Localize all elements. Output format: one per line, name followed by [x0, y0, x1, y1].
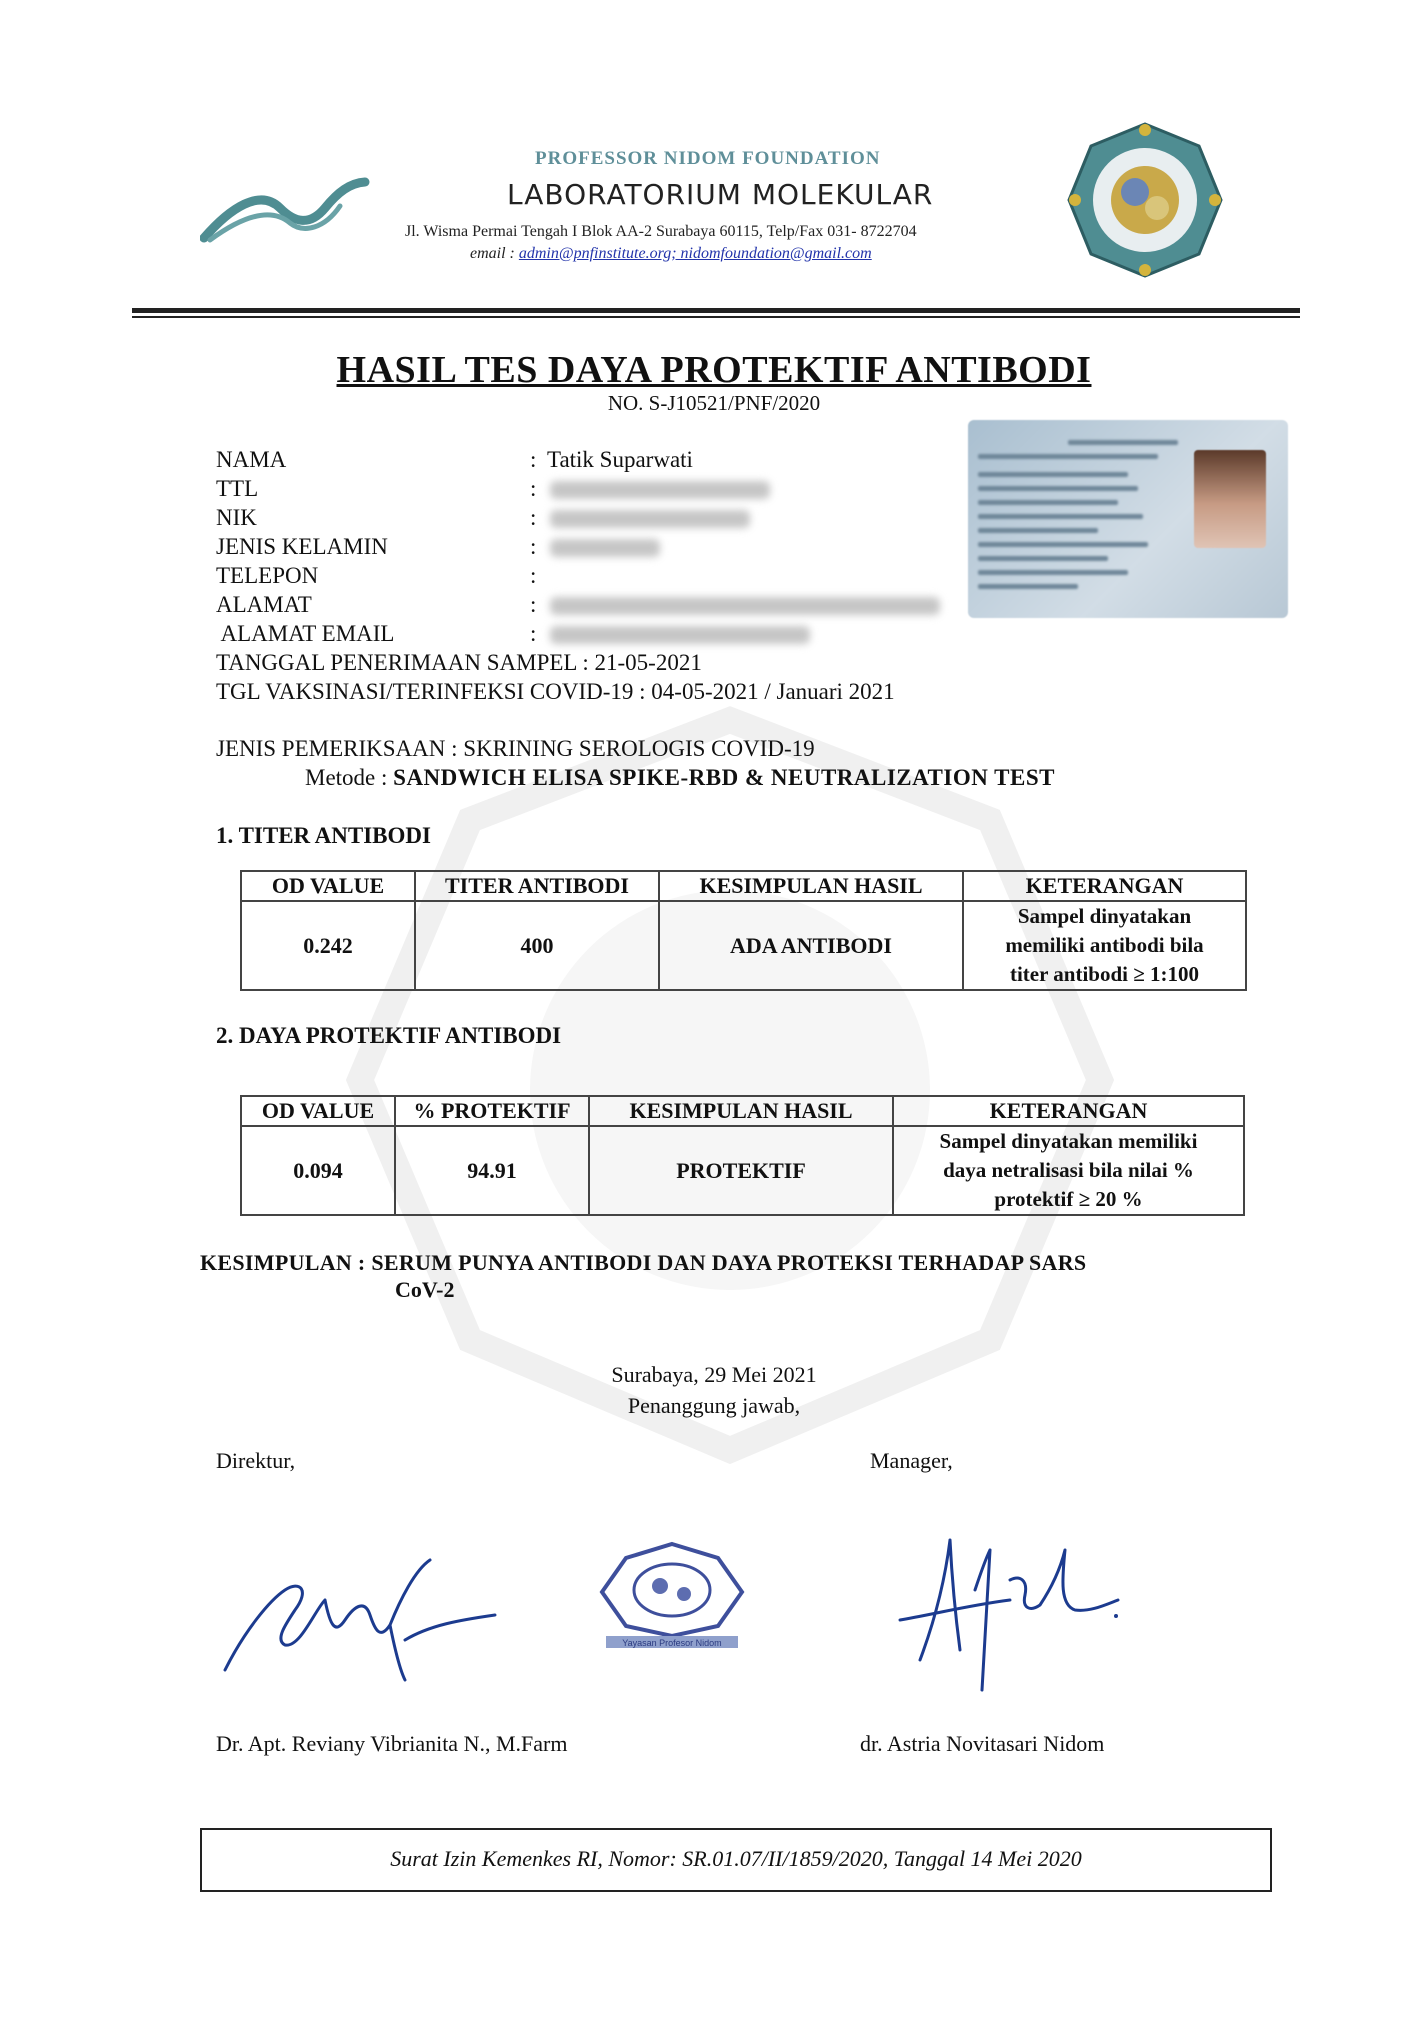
- table-row: [241, 901, 1246, 990]
- header-rule-thin: [132, 316, 1300, 318]
- titer-table: [240, 870, 1247, 991]
- conclusion-text: KESIMPULAN : SERUM PUNYA ANTIBODI DAN DAYA PROTEKSI TERHADAP SARS: [200, 1250, 1087, 1275]
- manager-signature-icon: [890, 1520, 1130, 1700]
- field-colon: :: [530, 534, 537, 559]
- field-value-nama: Tatik Suparwati: [547, 447, 693, 472]
- redacted-gender: [550, 539, 660, 557]
- result-value: PROTEKTIF: [589, 1126, 893, 1215]
- field-colon: :: [530, 505, 537, 530]
- responsible-label: Penanggung jawab,: [627, 1393, 801, 1418]
- redacted-ttl: [550, 481, 770, 499]
- col-result: KESIMPULAN HASIL: [659, 871, 963, 901]
- table-row: [241, 1126, 1244, 1215]
- col-result: KESIMPULAN HASIL: [589, 1096, 893, 1126]
- redacted-nik: [550, 510, 750, 528]
- titer-value: 400: [415, 901, 659, 990]
- header-rule: [132, 308, 1300, 313]
- laboratory-name: LABORATORIUM MOLEKULAR: [507, 178, 934, 211]
- vaccination-date: TGL VAKSINASI/TERINFEKSI COVID-19 : 04-05-2021 / Januari 2021: [216, 679, 895, 704]
- od-value: 0.242: [241, 901, 415, 990]
- col-note: KETERANGAN: [963, 871, 1246, 901]
- field-label-gender: JENIS KELAMIN: [216, 534, 388, 559]
- field-colon: :: [530, 563, 537, 588]
- col-titer: TITER ANTIBODI: [415, 871, 659, 901]
- exam-type: JENIS PEMERIKSAAN : SKRINING SEROLOGIS COVID-19: [216, 736, 815, 761]
- note-value: Sampel dinyatakan memiliki antibodi bila titer antibodi ≥ 1:100: [963, 901, 1246, 990]
- document-number: NO. S-J10521/PNF/2020: [607, 391, 821, 415]
- foundation-stamp-icon: [596, 1540, 748, 1650]
- col-od-value: OD VALUE: [241, 871, 415, 901]
- manager-name: dr. Astria Novitasari Nidom: [860, 1731, 1105, 1756]
- field-label-ttl: TTL: [216, 476, 259, 501]
- foundation-seal-icon: [1065, 120, 1225, 280]
- email-link[interactable]: admin@pnfinstitute.org; nidomfoundation@gmail.com: [518, 245, 872, 262]
- organization-name: PROFESSOR NIDOM FOUNDATION: [535, 148, 881, 169]
- sample-received-date: TANGGAL PENERIMAAN SAMPEL : 21-05-2021: [216, 650, 702, 675]
- od-value: 0.094: [241, 1126, 395, 1215]
- id-card-photo: [1194, 450, 1266, 548]
- id-card-image: [968, 420, 1288, 618]
- redacted-email: [550, 626, 810, 644]
- redacted-address: [550, 597, 940, 615]
- document-title: HASIL TES DAYA PROTEKTIF ANTIBODI: [336, 349, 1092, 391]
- percent-value: 94.91: [395, 1126, 589, 1215]
- field-colon: :: [530, 621, 537, 646]
- col-percent: % PROTEKTIF: [395, 1096, 589, 1126]
- method-value: SANDWICH ELISA SPIKE-RBD & NEUTRALIZATION TEST: [393, 765, 1055, 790]
- field-colon: :: [530, 476, 537, 501]
- field-label-nama: NAMA: [216, 447, 287, 472]
- manager-role: Manager,: [870, 1448, 953, 1473]
- field-label-nik: NIK: [216, 505, 257, 530]
- place-date: Surabaya, 29 Mei 2021: [611, 1362, 817, 1387]
- wave-logo-icon: [200, 168, 370, 246]
- director-signature-icon: [215, 1530, 505, 1690]
- field-colon: :: [530, 447, 537, 472]
- field-label-phone: TELEPON: [216, 563, 319, 588]
- section-titer-title: 1. TITER ANTIBODI: [216, 823, 431, 848]
- field-colon: :: [530, 592, 537, 617]
- field-label-address: ALAMAT: [216, 592, 312, 617]
- director-name: Dr. Apt. Reviany Vibrianita N., M.Farm: [216, 1731, 568, 1756]
- section-protective-title: 2. DAYA PROTEKTIF ANTIBODI: [216, 1023, 562, 1048]
- lab-email: [470, 245, 872, 263]
- lab-address: Jl. Wisma Permai Tengah I Blok AA-2 Surabaya 60115, Telp/Fax 031- 8722704: [405, 223, 917, 240]
- result-value: ADA ANTIBODI: [659, 901, 963, 990]
- license-box: [200, 1828, 1272, 1892]
- director-role: Direktur,: [216, 1448, 296, 1473]
- col-note: KETERANGAN: [893, 1096, 1244, 1126]
- stamp-label: Yayasan Profesor Nidom: [622, 1638, 722, 1648]
- email-label: email :: [470, 245, 515, 262]
- note-value: Sampel dinyatakan memiliki daya netralisasi bila nilai % protektif ≥ 20 %: [893, 1126, 1244, 1215]
- method-label: Metode :: [305, 765, 388, 790]
- protective-table: [240, 1095, 1245, 1216]
- conclusion-text-cont: CoV-2: [395, 1277, 455, 1302]
- field-label-email: ALAMAT EMAIL: [216, 621, 395, 646]
- exam-method: [305, 765, 1055, 791]
- license-text: Surat Izin Kemenkes RI, Nomor: SR.01.07/II/1859/2020, Tanggal 14 Mei 2020: [390, 1846, 1082, 1871]
- col-od-value: OD VALUE: [241, 1096, 395, 1126]
